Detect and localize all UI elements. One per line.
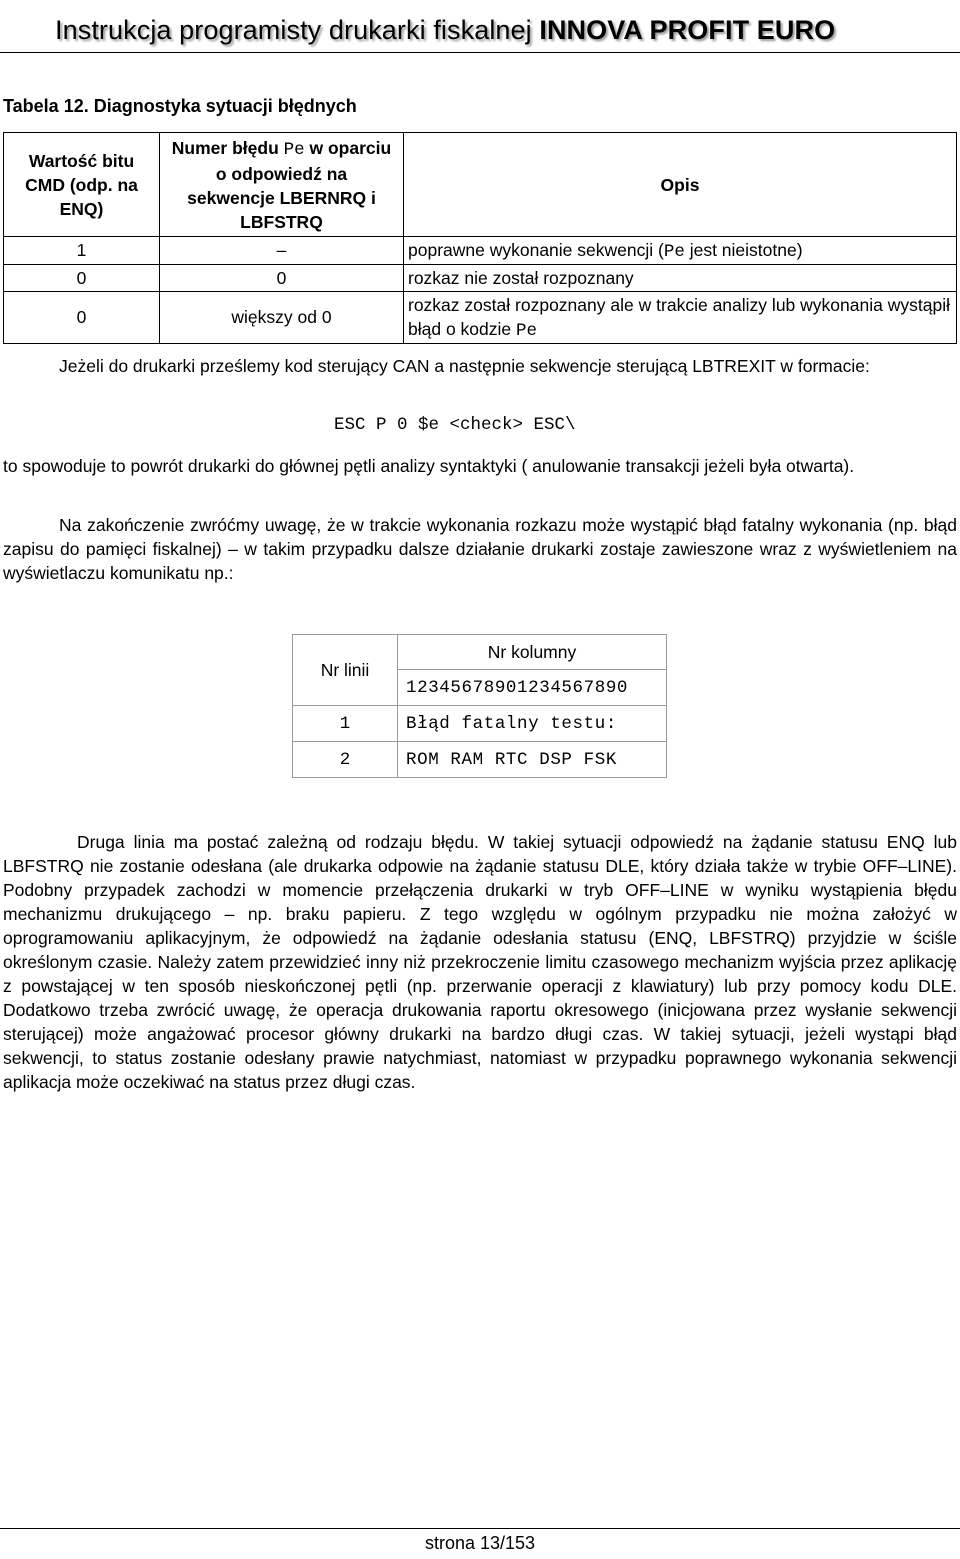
col-header-description: Opis <box>404 133 957 237</box>
header-title <box>55 15 835 46</box>
table-caption: Tabela 12. Diagnostyka sytuacji błędnych <box>3 96 357 116</box>
paragraph-intro: Jeżeli do drukarki prześlemy kod sterujący CAN a następnie sekwencje sterującą LBTREXIT w formacie: <box>59 356 870 376</box>
cell-desc: rozkaz nie został rozpoznany <box>404 265 957 292</box>
column-number-header: Nr kolumny <box>398 635 667 670</box>
page-footer <box>0 1528 960 1553</box>
line-text: ROM RAM RTC DSP FSK <box>398 742 667 778</box>
desc-text-a: rozkaz został rozpoznany ale w trakcie analizy lub wykonania wystąpił błąd o kodzie <box>408 294 950 339</box>
header-title-prefix: Instrukcja programisty drukarki fiskalnej <box>55 15 540 45</box>
display-message-table <box>292 634 667 778</box>
desc-code: Pe <box>516 320 538 341</box>
page-header <box>0 0 960 53</box>
table-row <box>4 237 957 265</box>
table-header-row <box>4 133 957 237</box>
table-row <box>4 265 957 292</box>
col2-text-b: w oparciu o odpowiedź na sekwencje LBERNRQ i LBFSTRQ <box>187 137 392 232</box>
cell-cmd: 1 <box>4 237 160 265</box>
cell-cmd: 0 <box>4 265 160 292</box>
row-number-header: Nr linii <box>293 635 398 706</box>
header-title-product: INNOVA PROFIT EURO <box>539 15 836 45</box>
page-number: strona 13/153 <box>424 1533 536 1553</box>
line-number: 2 <box>293 742 398 778</box>
paragraph-return: to spowoduje to powrót drukarki do głównej pętli analizy syntaktyki ( anulowanie transakcji jeżeli była otwarta). <box>3 456 855 476</box>
desc-text-a: poprawne wykonanie sekwencji ( <box>408 239 664 260</box>
command-sequence: ESC P 0 $e <check> ESC\ <box>334 415 576 435</box>
table-row <box>4 292 957 344</box>
paragraph-second-line: Druga linia ma postać zależną od rodzaju błędu. W takiej sytuacji odpowiedź na żądanie statusu ENQ lub LBFSTRQ nie zostanie odesłana (ale drukarka odpowie na żądanie statusu DLE, który działa także w trybie OFF–LINE). Podobny przypadek zachodzi w momencie przełączenia drukarki w tryb OFF–LINE w wyniku wystąpienia błędu mechanizmu drukującego – np. braku papieru. Z tego względu w ogólnym przypadku nie można założyć w oprogramowaniu aplikacyjnym, że odpowiedź na żądanie odesłania statusu (ENQ, LBFSTRQ) przyjdzie w ściśle określonym czasie. Należy zatem przewidzieć inny niż przekroczenie limitu czasowego mechanizm wyjścia przez aplikację z powstającej w ten sposób nieskończonej pętli (np. przerwanie operacji z klawiatury) lub przy pomocy kodu DLE. Dodatkowo trzeba zwrócić uwagę, że operacja drukowania raportu okresowego (inicjowana przez wysłanie sekwencji sterującej) może angażować procesor główny drukarki na bardzo długi czas. W takiej sytuacji, jeżeli wystąpi błąd sekwencji, to status zostanie odesłany prawie natychmiast, natomiast w przypadku poprawnego wykonania sekwencji aplikacja może oczekiwać na status przez długi czas. <box>3 832 957 1092</box>
col2-code: Pe <box>283 139 305 160</box>
cell-desc <box>404 292 957 344</box>
display-header-row <box>293 635 667 670</box>
cell-cmd: 0 <box>4 292 160 344</box>
display-line-row <box>293 706 667 742</box>
col-header-error-number-text <box>171 136 393 234</box>
error-diagnostics-table <box>3 132 957 344</box>
column-digits: 12345678901234567890 <box>398 670 667 706</box>
desc-text-b: jest nieistotne) <box>684 239 803 260</box>
paragraph-fatal-error: Na zakończenie zwróćmy uwagę, że w trakcie wykonania rozkazu może wystąpić błąd fatalny wykonania (np. błąd zapisu do pamięci fiskalnej) – w takim przypadku dalsze działanie drukarki zostaje zawieszone wraz z wyświetleniem na wyświetlaczu komunikatu np.: <box>3 515 957 583</box>
col-header-cmd-bit <box>4 133 160 237</box>
display-line-row <box>293 742 667 778</box>
line-number: 1 <box>293 706 398 742</box>
line-text: Błąd fatalny testu: <box>398 706 667 742</box>
cell-num: 0 <box>160 265 404 292</box>
col-header-error-number <box>160 133 404 237</box>
col-header-cmd-bit-text: Wartość bitu CMD (odp. na ENQ) <box>25 150 138 219</box>
cell-num: – <box>160 237 404 265</box>
cell-num: większy od 0 <box>160 292 404 344</box>
cell-desc <box>404 237 957 265</box>
desc-code: Pe <box>663 241 685 262</box>
col2-text-a: Numer błędu <box>171 137 284 158</box>
